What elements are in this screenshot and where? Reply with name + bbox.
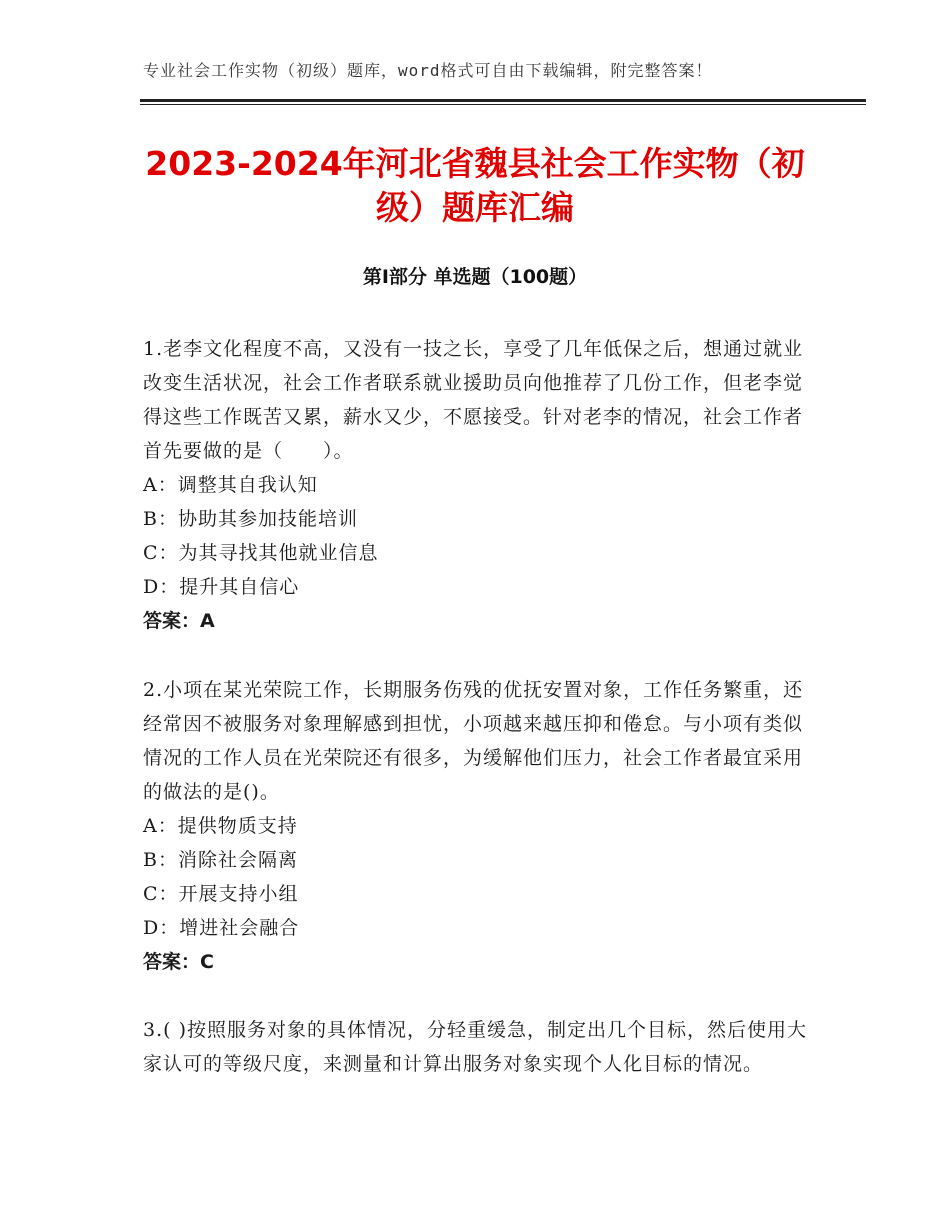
header-divider-thin [140,104,866,105]
option-a: A：提供物质支持 [143,815,298,837]
answer: 答案：A [143,610,215,632]
page-header-note: 专业社会工作实物（初级）题库，word格式可自由下载编辑，附完整答案！ [143,61,713,80]
option-b: B：协助其参加技能培训 [143,508,358,530]
question-2 [143,673,808,979]
section-heading: 第Ⅰ部分 单选题（100题） [362,266,588,288]
header-divider-thick [140,99,866,102]
question-stem: 3.( )按照服务对象的具体情况，分轻重缓急，制定出几个目标，然后使用大家认可的等级尺度，来测量和计算出服务对象实现个人化目标的情况。 [143,1019,807,1075]
question-stem: 2.小项在某光荣院工作，长期服务伤残的优抚安置对象，工作任务繁重，还经常因不被服务对象理解感到担忧，小项越来越压抑和倦怠。与小项有类似情况的工作人员在光荣院还有很多，为缓解他们压力，社会工作者最宜采用的做法的是()。 [143,679,804,803]
option-d: D：增进社会融合 [143,917,300,939]
option-d: D：提升其自信心 [143,576,300,598]
option-c: C：开展支持小组 [143,883,299,905]
question-1 [143,332,808,638]
answer: 答案：C [143,951,214,973]
option-c: C：为其寻找其他就业信息 [143,542,379,564]
option-b: B：消除社会隔离 [143,849,298,871]
question-stem: 1.老李文化程度不高，又没有一技之长，享受了几年低保之后，想通过就业改变生活状况，社会工作者联系就业援助员向他推荐了几份工作，但老李觉得这些工作既苦又累，薪水又少，不愿接受。针对老李的情况，社会工作者首先要做的是（ ）。 [143,338,804,462]
option-a: A：调整其自我认知 [143,474,318,496]
document-title: 2023-2024年河北省魏县社会工作实物（初级）题库汇编 [145,144,805,227]
question-3 [143,1013,808,1081]
